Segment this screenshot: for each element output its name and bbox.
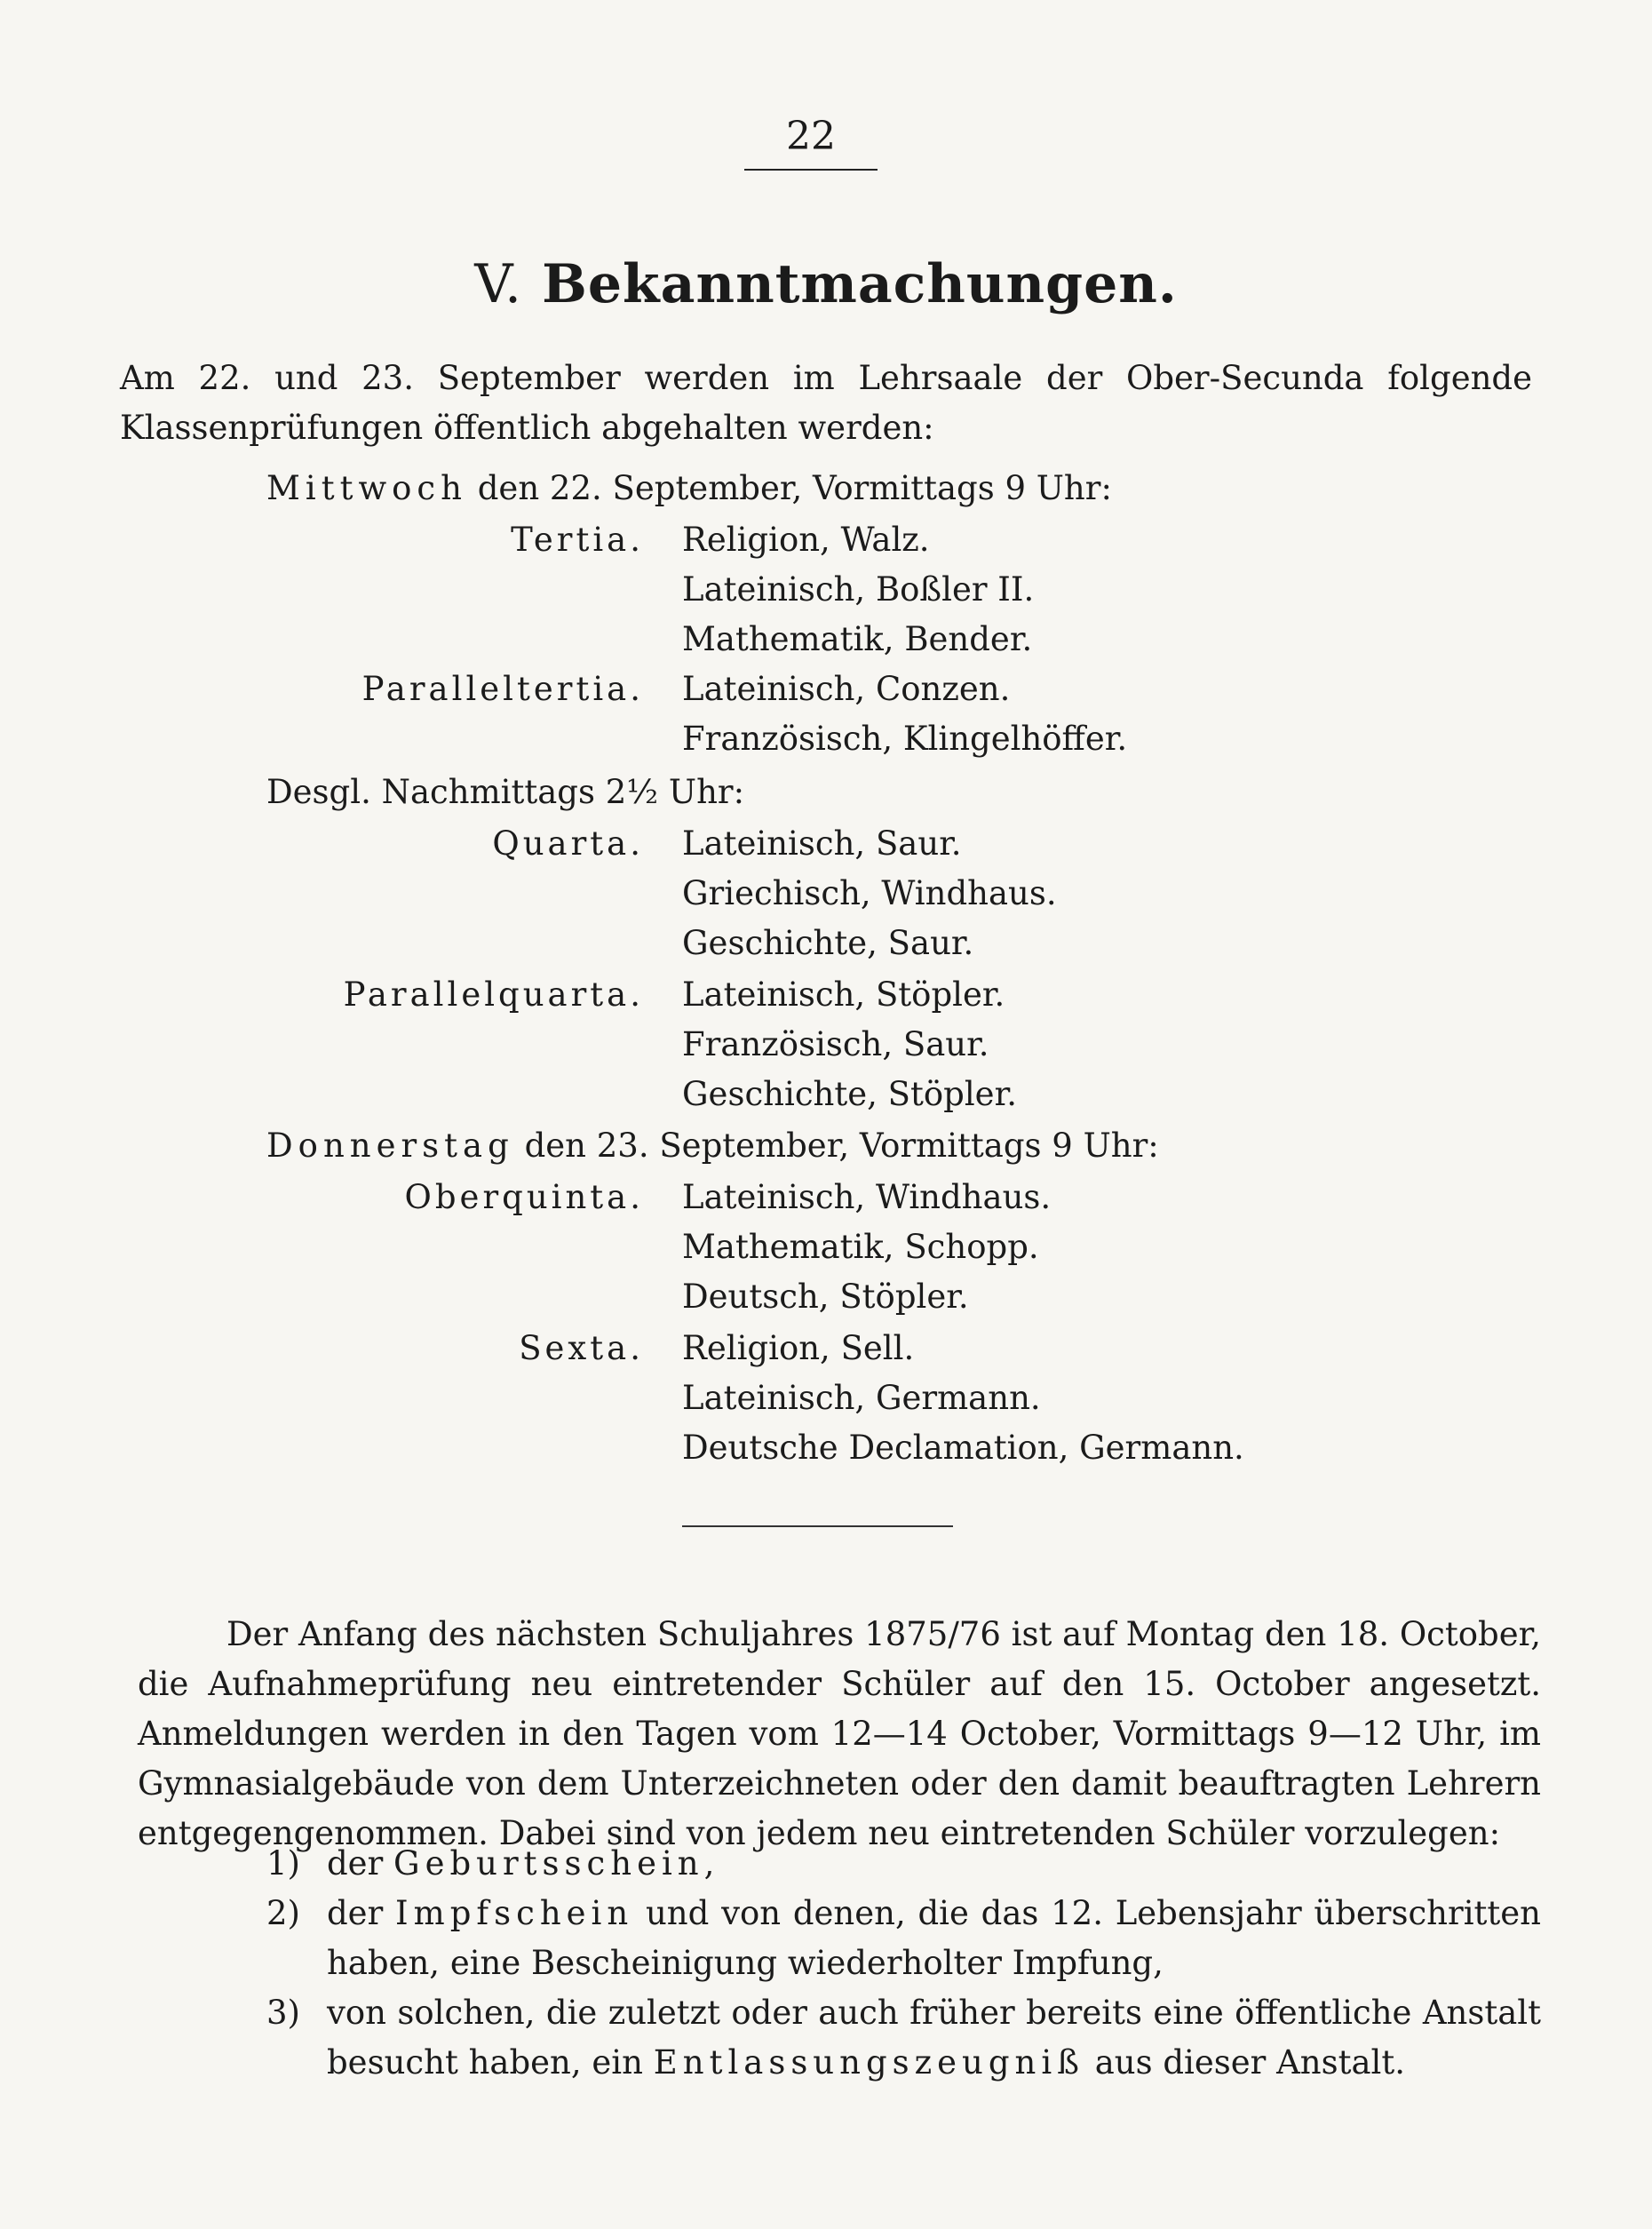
afternoon-heading: Desgl. Nachmittags 2½ Uhr: <box>266 773 745 811</box>
page-number: 22 <box>786 114 836 159</box>
list-item-text: von solchen, die zuletzt oder auch früher bereits eine öffentliche Anstalt besucht haben, ein <box>327 1994 1541 2082</box>
subject-line: Französisch, Klingelhöffer. <box>682 720 1128 758</box>
section-numeral: V. <box>474 253 523 315</box>
subject-line: Lateinisch, Germann. <box>682 1379 1041 1417</box>
list-item-number: 2) <box>266 1894 300 1932</box>
page-number-rule <box>744 169 878 171</box>
day-detail: den 23. September, Vormittags 9 Uhr: <box>524 1126 1159 1165</box>
subject-line: Griechisch, Windhaus. <box>682 874 1057 912</box>
list-item-text: , <box>703 1844 715 1883</box>
day-detail: den 22. September, Vormittags 9 Uhr: <box>477 469 1112 507</box>
day-name: Mittwoch <box>266 469 467 507</box>
list-item-text: und von denen, die das 12. Lebensjahr überschritten haben, eine Bescheinigung wiederholter Impfung, <box>327 1894 1542 1982</box>
subject-line: Französisch, Saur. <box>682 1025 989 1063</box>
subject-line: Geschichte, Saur. <box>682 924 974 962</box>
day-heading-wednesday <box>266 464 1112 513</box>
list-item-emphasis: Geburtsschein <box>393 1844 704 1883</box>
requirements-list <box>266 1839 1541 2088</box>
subject-line: Lateinisch, Stöpler. <box>682 975 1005 1014</box>
class-tertia: Tertia. <box>511 521 644 559</box>
subject-line: Lateinisch, Saur. <box>682 824 962 863</box>
subject-line: Lateinisch, Boßler II. <box>682 570 1035 609</box>
day-name: Donnerstag <box>266 1126 514 1165</box>
subject-line: Mathematik, Bender. <box>682 620 1033 658</box>
list-item-text: der <box>327 1844 394 1883</box>
class-paralleltertia: Paralleltertia. <box>361 670 644 708</box>
list-item <box>266 1839 1541 1889</box>
list-item-emphasis: Entlassungszeugniß <box>653 2043 1084 2082</box>
intro-paragraph: Am 22. und 23. September werden im Lehrsaale der Ober-Secunda folgende Klassenprüfungen öffentlich abgehalten werden: <box>120 359 1532 447</box>
notice-paragraph: Der Anfang des nächsten Schuljahres 1875/76 ist auf Montag den 18. October, die Aufnahmeprüfung neu eintretender Schüler auf den 15. October angesetzt. Anmeldungen werden in den Tagen vom 12—14 October, Vormittags 9—12 Uhr, im Gymnasialgebäude von dem Unterzeichneten oder den damit beauftragten Lehrern entgegengenommen. Dabei sind von jedem neu eintretenden Schüler vorzulegen: <box>138 1615 1541 1852</box>
section-heading <box>0 253 1652 315</box>
day-heading-thursday <box>266 1121 1159 1171</box>
subject-line: Lateinisch, Conzen. <box>682 670 1011 708</box>
subject-line: Religion, Sell. <box>682 1329 915 1367</box>
class-sexta: Sexta. <box>519 1329 644 1367</box>
list-item-number: 1) <box>266 1844 300 1883</box>
class-oberquinta: Oberquinta. <box>404 1178 644 1216</box>
list-item-emphasis: Impfschein <box>395 1894 634 1932</box>
subject-line: Deutsch, Stöpler. <box>682 1278 969 1316</box>
subject-line: Lateinisch, Windhaus. <box>682 1178 1052 1216</box>
list-item-number: 3) <box>266 1994 300 2032</box>
section-divider <box>682 1525 953 1527</box>
subject-line: Geschichte, Stöpler. <box>682 1075 1017 1113</box>
list-item-text: der <box>327 1894 396 1932</box>
subject-line: Mathematik, Schopp. <box>682 1228 1039 1266</box>
list-item-text: aus dieser Anstalt. <box>1084 2043 1406 2082</box>
section-title: Bekanntmachungen. <box>542 253 1178 315</box>
subject-line: Religion, Walz. <box>682 521 930 559</box>
list-item <box>266 1988 1541 2088</box>
class-quarta: Quarta. <box>492 824 644 863</box>
subject-line: Deutsche Declamation, Germann. <box>682 1429 1244 1467</box>
class-parallelquarta: Parallelquarta. <box>343 975 644 1014</box>
list-item <box>266 1889 1541 1988</box>
